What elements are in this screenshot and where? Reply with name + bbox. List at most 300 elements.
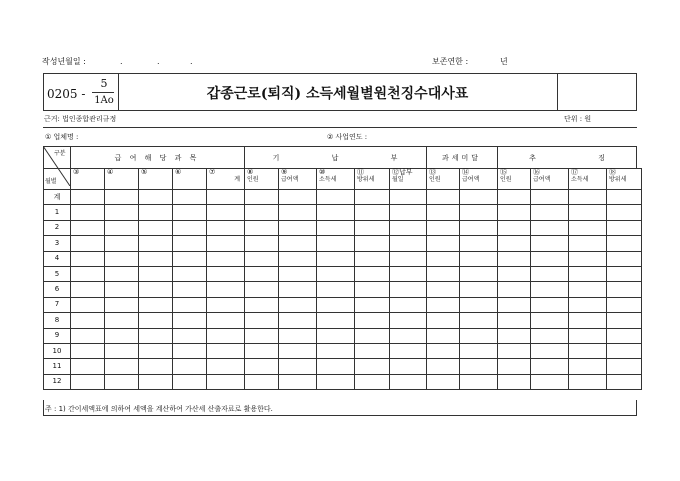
entry-cell[interactable] <box>427 328 460 343</box>
entry-cell[interactable] <box>498 343 531 358</box>
entry-cell[interactable] <box>71 251 105 266</box>
entry-cell[interactable] <box>317 236 355 251</box>
entry-cell[interactable] <box>245 282 279 297</box>
month-cell: 10 <box>44 343 71 358</box>
entry-cell[interactable] <box>317 297 355 312</box>
column-number: ④ <box>107 168 114 176</box>
column-number: ⑪ <box>357 168 364 176</box>
corner-label-top: 구분 <box>54 150 66 157</box>
entry-cell[interactable] <box>460 282 498 297</box>
entry-cell[interactable] <box>245 236 279 251</box>
entry-cell[interactable] <box>531 251 569 266</box>
column-number: ③ <box>73 168 80 176</box>
entry-cell[interactable] <box>427 220 460 235</box>
column-label: 급여액 <box>281 176 299 183</box>
entry-cell[interactable] <box>105 374 139 389</box>
month-cell: 7 <box>44 297 71 312</box>
entry-cell[interactable] <box>498 374 531 389</box>
entry-cell[interactable] <box>355 266 390 281</box>
entry-cell[interactable] <box>390 297 427 312</box>
entry-cell[interactable] <box>427 359 460 374</box>
entry-cell[interactable] <box>173 374 207 389</box>
entry-cell[interactable] <box>173 343 207 358</box>
month-cell: 11 <box>44 359 71 374</box>
entry-cell[interactable] <box>390 343 427 358</box>
entry-cell[interactable] <box>607 251 642 266</box>
month-cell: 8 <box>44 313 71 328</box>
entry-cell[interactable] <box>427 297 460 312</box>
footer-note: 주 : 1) 간이세액표에 의하여 세액을 계산하여 가산세 산출자료로 활용한다. <box>45 405 273 413</box>
entry-cell[interactable] <box>245 190 279 205</box>
column-number: ⑬ <box>429 168 436 176</box>
entry-cell[interactable] <box>607 266 642 281</box>
entry-cell[interactable] <box>139 205 173 220</box>
entry-cell[interactable] <box>207 374 245 389</box>
entry-cell[interactable] <box>279 313 317 328</box>
entry-cell[interactable] <box>390 313 427 328</box>
entry-cell[interactable] <box>71 297 105 312</box>
column-number: ⑥ <box>175 168 182 176</box>
entry-cell[interactable] <box>390 266 427 281</box>
entry-cell[interactable] <box>355 236 390 251</box>
entry-cell[interactable] <box>498 359 531 374</box>
column-header <box>498 169 531 190</box>
column-number: ⑦ <box>209 168 216 176</box>
entry-cell[interactable] <box>390 190 427 205</box>
entry-cell[interactable] <box>427 374 460 389</box>
entry-cell[interactable] <box>139 328 173 343</box>
entry-cell[interactable] <box>71 266 105 281</box>
column-header <box>105 169 139 190</box>
data-table <box>43 168 642 390</box>
entry-cell[interactable] <box>355 359 390 374</box>
entry-cell[interactable] <box>207 251 245 266</box>
unit-label: 단위 : 원 <box>564 115 592 123</box>
entry-cell[interactable] <box>531 266 569 281</box>
column-header <box>317 169 355 190</box>
column-number: ⑫납부 <box>392 168 413 176</box>
table-row <box>44 282 642 297</box>
corner-label-bottom: 월별 <box>45 178 57 185</box>
entry-cell[interactable] <box>607 220 642 235</box>
entry-cell[interactable] <box>460 343 498 358</box>
entry-cell[interactable] <box>460 190 498 205</box>
entry-cell[interactable] <box>105 282 139 297</box>
column-label: 인원 <box>500 176 512 183</box>
entry-cell[interactable] <box>498 297 531 312</box>
entry-cell[interactable] <box>531 343 569 358</box>
entry-cell[interactable] <box>173 266 207 281</box>
table-row <box>44 297 642 312</box>
table-row <box>44 343 642 358</box>
entry-cell[interactable] <box>569 266 607 281</box>
table-row <box>44 328 642 343</box>
entry-cell[interactable] <box>317 205 355 220</box>
table-row <box>44 205 642 220</box>
entry-cell[interactable] <box>531 374 569 389</box>
entry-cell[interactable] <box>139 282 173 297</box>
corner-cell <box>44 169 71 190</box>
entry-cell[interactable] <box>279 374 317 389</box>
entry-cell[interactable] <box>105 205 139 220</box>
column-header <box>245 169 279 190</box>
entry-cell[interactable] <box>139 343 173 358</box>
entry-cell[interactable] <box>531 190 569 205</box>
entry-cell[interactable] <box>460 374 498 389</box>
column-label: 급여액 <box>533 176 551 183</box>
entry-cell[interactable] <box>607 313 642 328</box>
column-header <box>531 169 569 190</box>
entry-cell[interactable] <box>245 359 279 374</box>
entry-cell[interactable] <box>71 205 105 220</box>
column-number: ⑱ <box>609 168 616 176</box>
entry-cell[interactable] <box>427 236 460 251</box>
entry-cell[interactable] <box>607 282 642 297</box>
entry-cell[interactable] <box>139 313 173 328</box>
entry-cell[interactable] <box>245 220 279 235</box>
month-cell: 9 <box>44 328 71 343</box>
entry-cell[interactable] <box>390 328 427 343</box>
column-header <box>607 169 642 190</box>
entry-cell[interactable] <box>279 359 317 374</box>
entry-cell[interactable] <box>390 205 427 220</box>
form-number: 0205 - <box>47 87 86 101</box>
entry-cell[interactable] <box>355 374 390 389</box>
entry-cell[interactable] <box>279 251 317 266</box>
entry-cell[interactable] <box>317 374 355 389</box>
entry-cell[interactable] <box>71 343 105 358</box>
entry-cell[interactable] <box>531 328 569 343</box>
entry-cell[interactable] <box>569 359 607 374</box>
entry-cell[interactable] <box>245 374 279 389</box>
entry-cell[interactable] <box>460 328 498 343</box>
entry-cell[interactable] <box>279 205 317 220</box>
entry-cell[interactable] <box>245 343 279 358</box>
column-number: ⑨ <box>281 168 288 176</box>
entry-cell[interactable] <box>569 236 607 251</box>
column-label: 소득세 <box>319 176 337 183</box>
entry-cell[interactable] <box>207 343 245 358</box>
date-dot: . <box>120 57 123 66</box>
column-label: 인원 <box>247 176 259 183</box>
entry-cell[interactable] <box>71 220 105 235</box>
entry-cell[interactable] <box>245 205 279 220</box>
entry-cell[interactable] <box>317 313 355 328</box>
entry-cell[interactable] <box>317 359 355 374</box>
column-label: 소득세 <box>571 176 589 183</box>
entry-cell[interactable] <box>71 190 105 205</box>
column-label: 월일 <box>392 176 404 183</box>
month-cell: 12 <box>44 374 71 389</box>
entry-cell[interactable] <box>207 236 245 251</box>
entry-cell[interactable] <box>355 190 390 205</box>
column-number: ⑰ <box>571 168 578 176</box>
column-header <box>460 169 498 190</box>
entry-cell[interactable] <box>245 297 279 312</box>
entry-cell[interactable] <box>139 220 173 235</box>
entry-cell[interactable] <box>207 266 245 281</box>
entry-cell[interactable] <box>245 266 279 281</box>
form-fraction-numerator: 5 <box>100 77 108 90</box>
entry-cell[interactable] <box>173 220 207 235</box>
entry-cell[interactable] <box>355 328 390 343</box>
entry-cell[interactable] <box>139 236 173 251</box>
entry-cell[interactable] <box>71 282 105 297</box>
entry-cell[interactable] <box>245 251 279 266</box>
entry-cell[interactable] <box>173 190 207 205</box>
entry-cell[interactable] <box>105 190 139 205</box>
entry-cell[interactable] <box>460 220 498 235</box>
month-cell: 3 <box>44 236 71 251</box>
entry-cell[interactable] <box>245 328 279 343</box>
month-cell: 4 <box>44 251 71 266</box>
entry-cell[interactable] <box>498 205 531 220</box>
entry-cell[interactable] <box>531 297 569 312</box>
entry-cell[interactable] <box>245 313 279 328</box>
column-header <box>279 169 317 190</box>
entry-cell[interactable] <box>317 282 355 297</box>
entry-cell[interactable] <box>207 328 245 343</box>
entry-cell[interactable] <box>569 282 607 297</box>
table-row <box>44 313 642 328</box>
table-row <box>44 359 642 374</box>
entry-cell[interactable] <box>139 297 173 312</box>
date-dot: . <box>157 57 160 66</box>
column-header <box>569 169 607 190</box>
entry-cell[interactable] <box>390 374 427 389</box>
entry-cell[interactable] <box>390 359 427 374</box>
entry-cell[interactable] <box>531 313 569 328</box>
basis-label: 근거: 법인종합관리규정 <box>44 115 117 123</box>
table-row <box>44 220 642 235</box>
retention-unit: 년 <box>500 57 508 66</box>
entry-cell[interactable] <box>390 236 427 251</box>
entry-cell[interactable] <box>317 343 355 358</box>
table-row <box>44 266 642 281</box>
form-fraction-denominator: 1Ao <box>94 95 114 106</box>
entry-cell[interactable] <box>355 313 390 328</box>
entry-cell[interactable] <box>390 251 427 266</box>
entry-cell[interactable] <box>460 205 498 220</box>
entry-cell[interactable] <box>355 251 390 266</box>
group-collection: 추 징 <box>529 154 605 162</box>
entry-cell[interactable] <box>279 266 317 281</box>
entry-cell[interactable] <box>569 374 607 389</box>
column-header <box>71 169 105 190</box>
entry-cell[interactable] <box>317 266 355 281</box>
column-label: 급여액 <box>462 176 480 183</box>
entry-cell[interactable] <box>71 313 105 328</box>
page-title: 갑종근로(퇴직) 소득세월별원천징수대사표 <box>206 86 469 102</box>
entry-cell[interactable] <box>607 205 642 220</box>
entry-cell[interactable] <box>531 205 569 220</box>
entry-cell[interactable] <box>105 220 139 235</box>
entry-cell[interactable] <box>607 359 642 374</box>
entry-cell[interactable] <box>173 282 207 297</box>
entry-cell[interactable] <box>207 297 245 312</box>
retention-label: 보존연한 : <box>432 57 469 66</box>
entry-cell[interactable] <box>607 343 642 358</box>
entry-cell[interactable] <box>498 251 531 266</box>
month-cell: 1 <box>44 205 71 220</box>
entry-cell[interactable] <box>71 328 105 343</box>
column-header <box>207 169 245 190</box>
fiscal-year-label: ② 사업연도 : <box>327 133 368 141</box>
entry-cell[interactable] <box>105 313 139 328</box>
entry-cell[interactable] <box>460 297 498 312</box>
column-number: ⑤ <box>141 168 148 176</box>
entry-cell[interactable] <box>71 374 105 389</box>
entry-cell[interactable] <box>498 236 531 251</box>
entry-cell[interactable] <box>317 190 355 205</box>
column-label: 방위세 <box>357 176 375 183</box>
month-cell: 6 <box>44 282 71 297</box>
entry-cell[interactable] <box>105 251 139 266</box>
entry-cell[interactable] <box>279 343 317 358</box>
entry-cell[interactable] <box>498 266 531 281</box>
entry-cell[interactable] <box>607 297 642 312</box>
entry-cell[interactable] <box>427 282 460 297</box>
entry-cell[interactable] <box>569 220 607 235</box>
entry-cell[interactable] <box>498 220 531 235</box>
entry-cell[interactable] <box>460 251 498 266</box>
entry-cell[interactable] <box>607 374 642 389</box>
column-header <box>355 169 390 190</box>
entry-cell[interactable] <box>531 359 569 374</box>
entry-cell[interactable] <box>139 359 173 374</box>
entry-cell[interactable] <box>569 251 607 266</box>
entry-cell[interactable] <box>173 251 207 266</box>
entry-cell[interactable] <box>105 236 139 251</box>
table-row <box>44 236 642 251</box>
entry-cell[interactable] <box>390 220 427 235</box>
date-dot: . <box>190 57 193 66</box>
entry-cell[interactable] <box>207 313 245 328</box>
entry-cell[interactable] <box>531 282 569 297</box>
entry-cell[interactable] <box>317 220 355 235</box>
entry-cell[interactable] <box>569 205 607 220</box>
entry-cell[interactable] <box>460 236 498 251</box>
entry-cell[interactable] <box>139 190 173 205</box>
entry-cell[interactable] <box>355 297 390 312</box>
entry-cell[interactable] <box>279 236 317 251</box>
entry-cell[interactable] <box>427 266 460 281</box>
entry-cell[interactable] <box>105 359 139 374</box>
entry-cell[interactable] <box>173 297 207 312</box>
company-label: ① 업체명 : <box>45 133 79 141</box>
entry-cell[interactable] <box>390 282 427 297</box>
entry-cell[interactable] <box>427 313 460 328</box>
group-payment: 기 납 부 <box>272 154 398 162</box>
entry-cell[interactable] <box>569 190 607 205</box>
entry-cell[interactable] <box>427 205 460 220</box>
entry-cell[interactable] <box>498 190 531 205</box>
entry-cell[interactable] <box>355 205 390 220</box>
entry-cell[interactable] <box>355 220 390 235</box>
entry-cell[interactable] <box>355 343 390 358</box>
entry-cell[interactable] <box>207 190 245 205</box>
entry-cell[interactable] <box>105 297 139 312</box>
entry-cell[interactable] <box>173 313 207 328</box>
entry-cell[interactable] <box>607 190 642 205</box>
group-salary: 급 여 해 당 과 목 <box>114 154 200 162</box>
entry-cell[interactable] <box>569 343 607 358</box>
entry-cell[interactable] <box>498 282 531 297</box>
column-number: ⑭ <box>462 168 469 176</box>
entry-cell[interactable] <box>531 236 569 251</box>
entry-cell[interactable] <box>139 251 173 266</box>
entry-cell[interactable] <box>139 266 173 281</box>
month-cell: 계 <box>44 190 71 205</box>
entry-cell[interactable] <box>173 205 207 220</box>
entry-cell[interactable] <box>139 374 173 389</box>
entry-cell[interactable] <box>498 328 531 343</box>
entry-cell[interactable] <box>279 190 317 205</box>
entry-cell[interactable] <box>531 220 569 235</box>
column-number: ⑯ <box>533 168 540 176</box>
entry-cell[interactable] <box>427 343 460 358</box>
entry-cell[interactable] <box>569 328 607 343</box>
entry-cell[interactable] <box>207 359 245 374</box>
column-label: 계 <box>234 176 240 183</box>
entry-cell[interactable] <box>173 328 207 343</box>
date-label: 작성년월일 : <box>42 57 86 66</box>
column-label: 인원 <box>429 176 441 183</box>
entry-cell[interactable] <box>105 343 139 358</box>
entry-cell[interactable] <box>173 236 207 251</box>
entry-cell[interactable] <box>173 359 207 374</box>
entry-cell[interactable] <box>105 328 139 343</box>
entry-cell[interactable] <box>427 251 460 266</box>
column-header <box>390 169 427 190</box>
column-label: 방위세 <box>609 176 627 183</box>
table-row <box>44 251 642 266</box>
entry-cell[interactable] <box>71 359 105 374</box>
entry-cell[interactable] <box>317 251 355 266</box>
entry-cell[interactable] <box>498 313 531 328</box>
entry-cell[interactable] <box>427 190 460 205</box>
column-number: ⑮ <box>500 168 507 176</box>
table-row <box>44 190 642 205</box>
group-tax-missing: 과세미달 <box>441 154 482 162</box>
month-cell: 5 <box>44 266 71 281</box>
entry-cell[interactable] <box>607 328 642 343</box>
entry-cell[interactable] <box>279 297 317 312</box>
entry-cell[interactable] <box>355 282 390 297</box>
column-header <box>173 169 207 190</box>
month-cell: 2 <box>44 220 71 235</box>
entry-cell[interactable] <box>460 359 498 374</box>
entry-cell[interactable] <box>207 220 245 235</box>
entry-cell[interactable] <box>460 313 498 328</box>
table-row <box>44 374 642 389</box>
entry-cell[interactable] <box>207 205 245 220</box>
entry-cell[interactable] <box>569 297 607 312</box>
column-number: ⑩ <box>319 168 326 176</box>
entry-cell[interactable] <box>607 236 642 251</box>
entry-cell[interactable] <box>460 266 498 281</box>
entry-cell[interactable] <box>279 282 317 297</box>
entry-cell[interactable] <box>279 328 317 343</box>
entry-cell[interactable] <box>71 236 105 251</box>
column-header <box>427 169 460 190</box>
entry-cell[interactable] <box>207 282 245 297</box>
column-number: ⑧ <box>247 168 254 176</box>
entry-cell[interactable] <box>279 220 317 235</box>
entry-cell[interactable] <box>569 313 607 328</box>
entry-cell[interactable] <box>105 266 139 281</box>
entry-cell[interactable] <box>317 328 355 343</box>
